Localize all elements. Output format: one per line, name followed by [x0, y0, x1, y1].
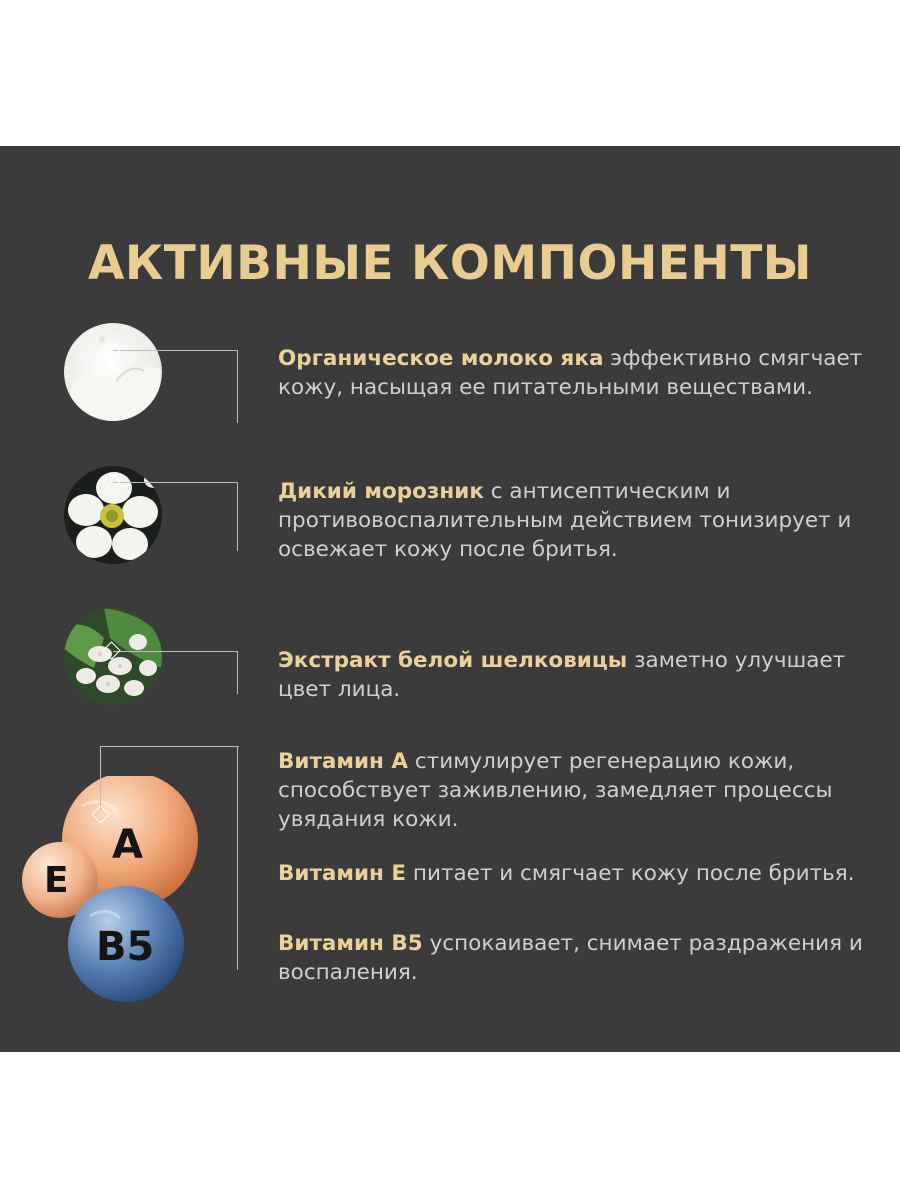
ingredient-description: Органическое молоко яка эффективно смягчает кожу, насыщая ее питательными веществами.: [278, 346, 863, 400]
vitamin-e-label: E: [44, 860, 69, 901]
ingredient-name: Витамин А: [278, 749, 409, 774]
connector-line: [100, 746, 101, 810]
ingredient-name: Органическое молоко яка: [278, 346, 604, 371]
ingredient-name: Витамин Е: [278, 861, 407, 886]
connector-line: [113, 482, 238, 551]
connector-line: [100, 746, 239, 747]
ingredient-description: Витамин В5 успокаивает, снимает раздражения и воспаления.: [278, 931, 863, 985]
ingredient-description: Экстракт белой шелковицы заметно улучшает цвет лица.: [278, 648, 846, 702]
ingredient-description: Витамин Е питает и смягчает кожу после бритья.: [278, 861, 855, 886]
vitamin-a-label: A: [112, 822, 143, 868]
connector-line: [113, 651, 238, 694]
components-panel: [0, 146, 900, 1052]
ingredient-name: Экстракт белой шелковицы: [278, 648, 628, 673]
ingredient-description: Витамин А стимулирует регенерацию кожи, способствует заживлению, замедляет процессы увядания кожи.: [278, 749, 833, 832]
connector-line: [113, 350, 238, 423]
vitamin-b5-label: B5: [96, 924, 155, 970]
page-title: АКТИВНЫЕ КОМПОНЕНТЫ: [88, 236, 812, 291]
ingredient-name: Витамин В5: [278, 931, 423, 956]
connector-line: [100, 746, 238, 970]
ingredient-name: Дикий морозник: [278, 479, 484, 504]
ingredient-description: Дикий морозник с антисептическим и противовоспалительным действием тонизирует и освежает кожу после бритья.: [278, 479, 852, 562]
